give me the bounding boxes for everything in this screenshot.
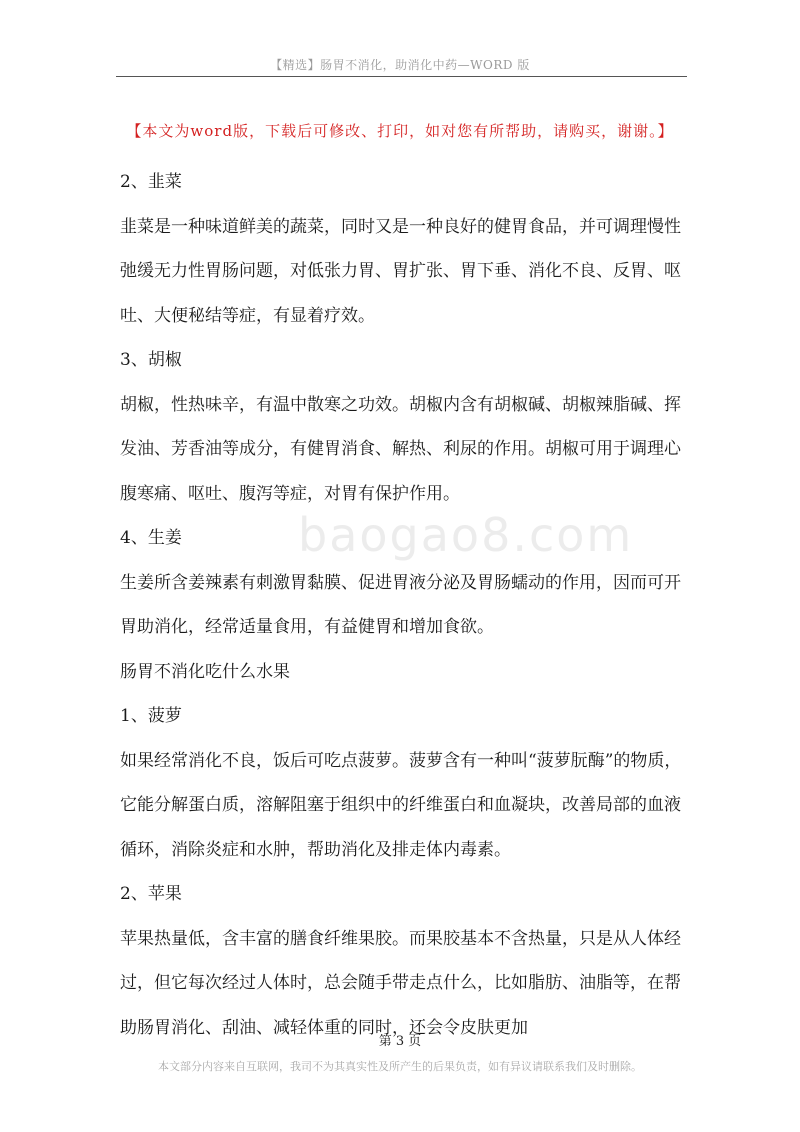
- section-heading-pepper: 3、胡椒: [120, 350, 182, 370]
- section-heading-pineapple: 1、菠萝: [120, 706, 182, 726]
- page-footer-disclaimer: 本文部分内容来自互联网，我司不为其真实性及所产生的后果负责，如有异议请联系我们及时删除。: [158, 1060, 642, 1073]
- page-number: 第 3 页: [378, 1034, 422, 1049]
- section-heading-fruits: 肠胃不消化吃什么水果: [120, 661, 290, 682]
- body-content: [120, 160, 685, 1050]
- watermark: baogao8.com: [298, 508, 634, 562]
- section-heading-ginger: 4、生姜: [120, 528, 182, 548]
- paragraph-leek: 韭菜是一种味道鲜美的蔬菜，同时又是一种良好的健胃食品，并可调理慢性弛缓无力性胃肠问题，对低张力胃、胃扩张、胃下垂、消化不良、反胃、呕吐、大便秘结等症，有显着疗效。: [120, 216, 681, 326]
- paragraph-pineapple: 如果经常消化不良，饭后可吃点菠萝。菠萝含有一种叫“菠萝朊酶”的物质，它能分解蛋白质，溶解阻塞于组织中的纤维蛋白和血凝块，改善局部的血液循环，消除炎症和水肿，帮助消化及排走体内毒素。: [120, 750, 682, 860]
- paragraph-pepper: 胡椒，性热味辛，有温中散寒之功效。胡椒内含有胡椒碱、胡椒辣脂碱、挥发油、芳香油等成分，有健胃消食、解热、利尿的作用。胡椒可用于调理心腹寒痛、呕吐、腹泻等症，对胃有保护作用。: [120, 394, 681, 504]
- paragraph-apple: 苹果热量低，含丰富的膳食纤维果胶。而果胶基本不含热量，只是从人体经过，但它每次经过人体时，总会随手带走点什么，比如脂肪、油脂等，在帮助肠胃消化、刮油、减轻体重的同时，还会令皮肤更加: [120, 928, 681, 1038]
- header-divider: [116, 76, 687, 77]
- purchase-notice: 【本文为word版，下载后可修改、打印，如对您有所帮助，请购买，谢谢。】: [126, 122, 674, 140]
- section-heading-leek: 2、韭菜: [120, 172, 182, 192]
- section-heading-apple: 2、苹果: [120, 884, 182, 904]
- paragraph-ginger: 生姜所含姜辣素有刺激胃黏膜、促进胃液分泌及胃肠蠕动的作用，因而可开胃助消化，经常适量食用，有益健胃和增加食欲。: [120, 572, 681, 637]
- page-header: 【精选】肠胃不消化，助消化中药—WORD 版: [270, 58, 530, 72]
